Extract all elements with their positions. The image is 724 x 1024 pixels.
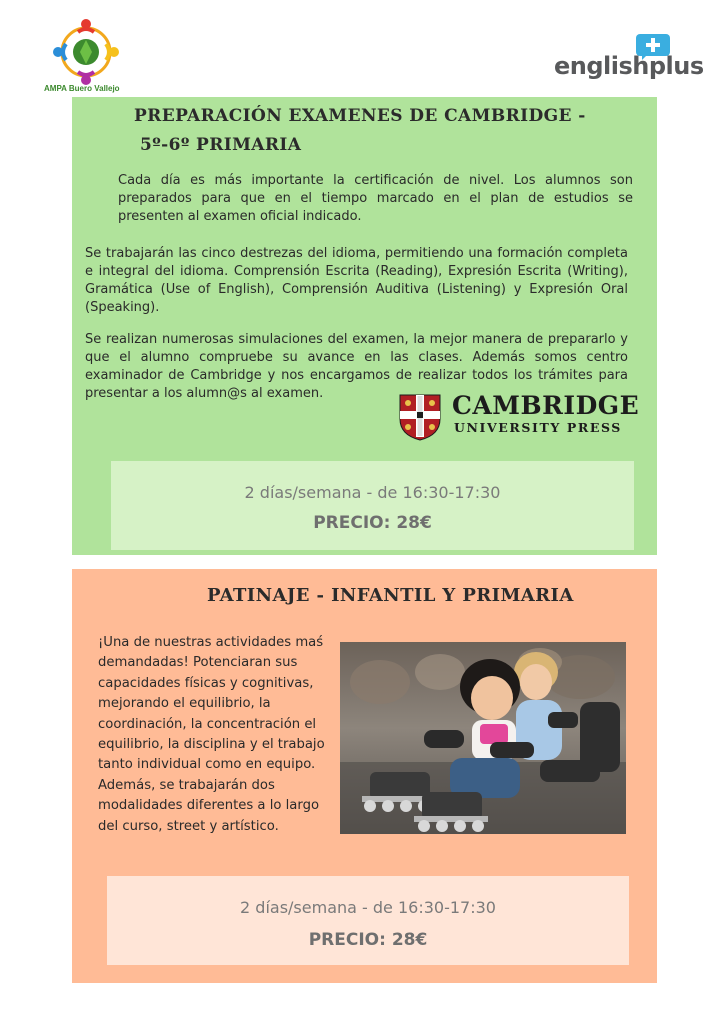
skating-price: PRECIO: 28€ <box>308 930 428 950</box>
skating-paragraph: ¡Una de nuestras actividades maś demandadas! Potenciaran sus capacidades físicas y cognitivas, mejorando el equilibrio, la coordinación, la concentración el equilibrio, la disciplina y el trabajo tanto individual como en equipo. Además, se trabajarán dos modalidades diferentes a lo largo del curso, street y artístico. <box>98 635 325 834</box>
cambridge-schedule: 2 días/semana - de 16:30-17:30 <box>244 483 501 502</box>
cambridge-logo-word: CAMBRIDGE <box>452 391 640 420</box>
cambridge-paragraph-3: Se realizan numerosas simulaciones del examen, la mejor manera de prepararlo y que el alumno compruebe su avance en las clases. Además somos centro examinador de Cambridge y nos encargamos de realizar todos los trámites para presentar a los alumn@s al examen. <box>85 332 628 401</box>
englishplus-text: englishplus <box>554 52 704 80</box>
cambridge-logo-sub: UNIVERSITY PRESS <box>454 420 622 435</box>
cambridge-price: PRECIO: 28€ <box>313 513 432 533</box>
cambridge-title-line2: 5º-6º PRIMARIA <box>140 135 302 155</box>
skating-section <box>72 569 657 983</box>
children-rollerskating-photo <box>340 642 626 834</box>
skating-title: PATINAJE - INFANTIL Y PRIMARIA <box>207 585 574 606</box>
cambridge-university-press-logo <box>398 391 640 443</box>
cambridge-paragraph-1: Cada día es más importante la certificación de nivel. Los alumnos son preparados para que en el tiempo marcado en el plan de estudios se presenten al examen oficial indicado. <box>118 173 633 224</box>
cambridge-shield-icon <box>398 393 442 441</box>
cambridge-price-box <box>111 461 634 550</box>
cambridge-title-line1: PREPARACIÓN EXAMENES DE CAMBRIDGE - <box>134 106 586 126</box>
ampa-name: AMPA Buero Vallejo <box>44 84 120 93</box>
ampa-logo-icon <box>46 16 126 94</box>
cambridge-paragraph-2: Se trabajarán las cinco destrezas del idioma, permitiendo una formación completa e integral del idioma. Comprensión Escrita (Reading), Expresión Escrita (Writing), Gramática (Use of English), Comprensión Auditiva (Listening) y Expresión Oral (Speaking). <box>85 246 628 315</box>
englishplus-logo <box>554 36 704 86</box>
cambridge-section <box>72 97 657 555</box>
skating-price-box <box>107 876 629 965</box>
skating-schedule: 2 días/semana - de 16:30-17:30 <box>240 898 496 917</box>
